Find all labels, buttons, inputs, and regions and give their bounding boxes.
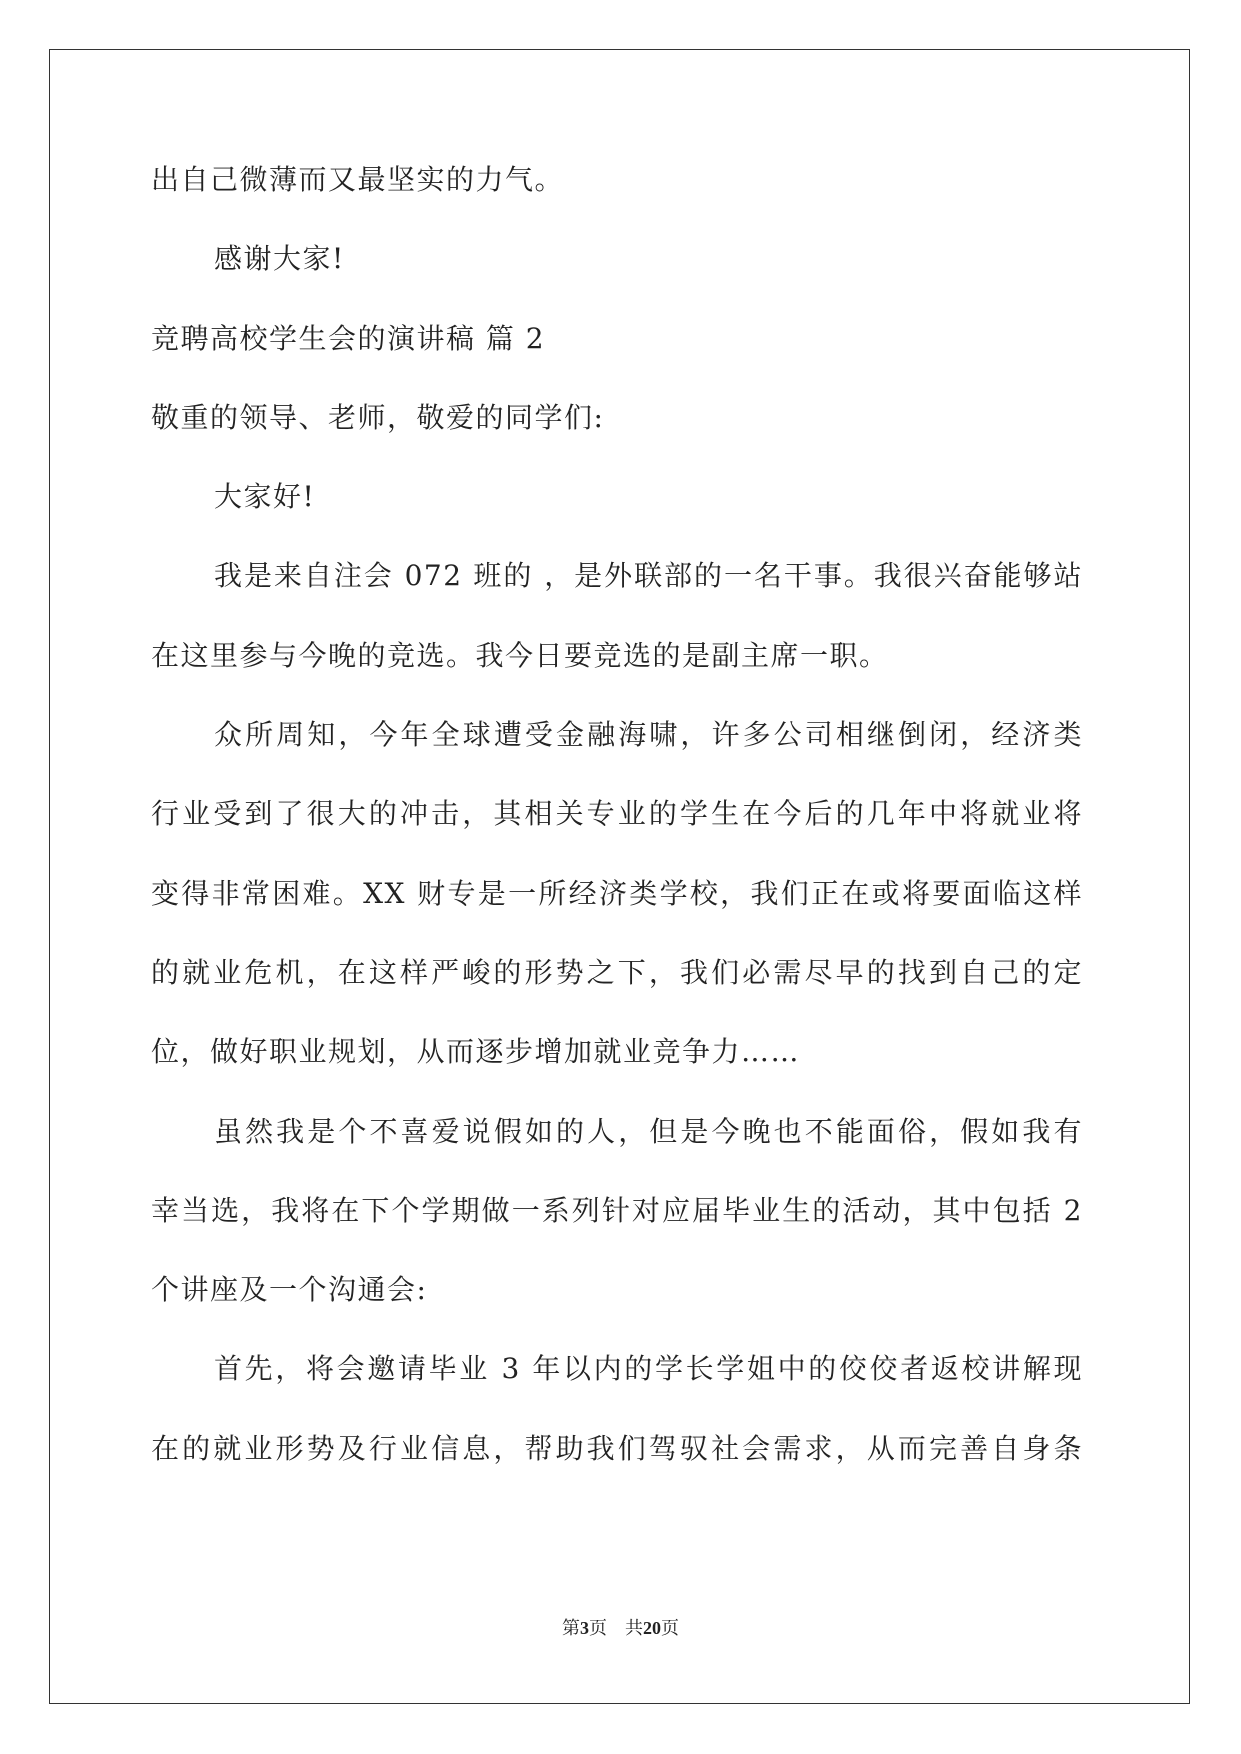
footer-page-suffix: 页 — [589, 1618, 607, 1639]
text-line: 的就业危机，在这样严峻的形势之下，我们必需尽早的找到自己的定 — [151, 955, 1083, 989]
text-line: 在这里参与今晚的竞选。我今日要竞选的是副主席一职。 — [151, 638, 889, 672]
page-footer — [0, 1614, 1241, 1640]
text-line: 大家好! — [214, 480, 316, 514]
text-line: 在的就业形势及行业信息，帮助我们驾驭社会需求，从而完善自身条 — [151, 1431, 1083, 1465]
footer-prefix: 第 — [562, 1618, 580, 1639]
document-body — [151, 140, 1083, 1488]
text-line: 变得非常困难。XX 财专是一所经济类学校，我们正在或将要面临这样 — [151, 876, 1083, 910]
text-line: 虽然我是个不喜爱说假如的人，但是今晚也不能面俗，假如我有 — [214, 1114, 1083, 1148]
text-line: 行业受到了很大的冲击，其相关专业的学生在今后的几年中将就业将 — [151, 797, 1083, 831]
text-line: 敬重的领导、老师，敬爱的同学们: — [151, 400, 605, 434]
text-line: 出自己微薄而又最坚实的力气。 — [151, 163, 565, 196]
footer-total-prefix: 共 — [625, 1618, 643, 1639]
text-line: 感谢大家! — [214, 242, 345, 276]
text-line: 首先，将会邀请毕业 3 年以内的学长学姐中的佼佼者返校讲解现 — [214, 1352, 1083, 1386]
footer-total-suffix: 页 — [661, 1618, 679, 1639]
text-line: 竞聘高校学生会的演讲稿 篇 2 — [151, 321, 546, 355]
text-line: 位，做好职业规划，从而逐步增加就业竞争力…… — [151, 1035, 801, 1069]
text-line: 个讲座及一个沟通会: — [151, 1273, 428, 1307]
text-line: 众所周知，今年全球遭受金融海啸，许多公司相继倒闭，经济类 — [214, 718, 1083, 752]
text-line: 我是来自注会 072 班的 ，是外联部的一名干事。我很兴奋能够站 — [214, 559, 1083, 593]
text-line: 幸当选，我将在下个学期做一系列针对应届毕业生的活动，其中包括 2 — [151, 1193, 1083, 1227]
current-page-number: 3 — [580, 1618, 589, 1638]
total-page-count: 20 — [643, 1618, 661, 1638]
